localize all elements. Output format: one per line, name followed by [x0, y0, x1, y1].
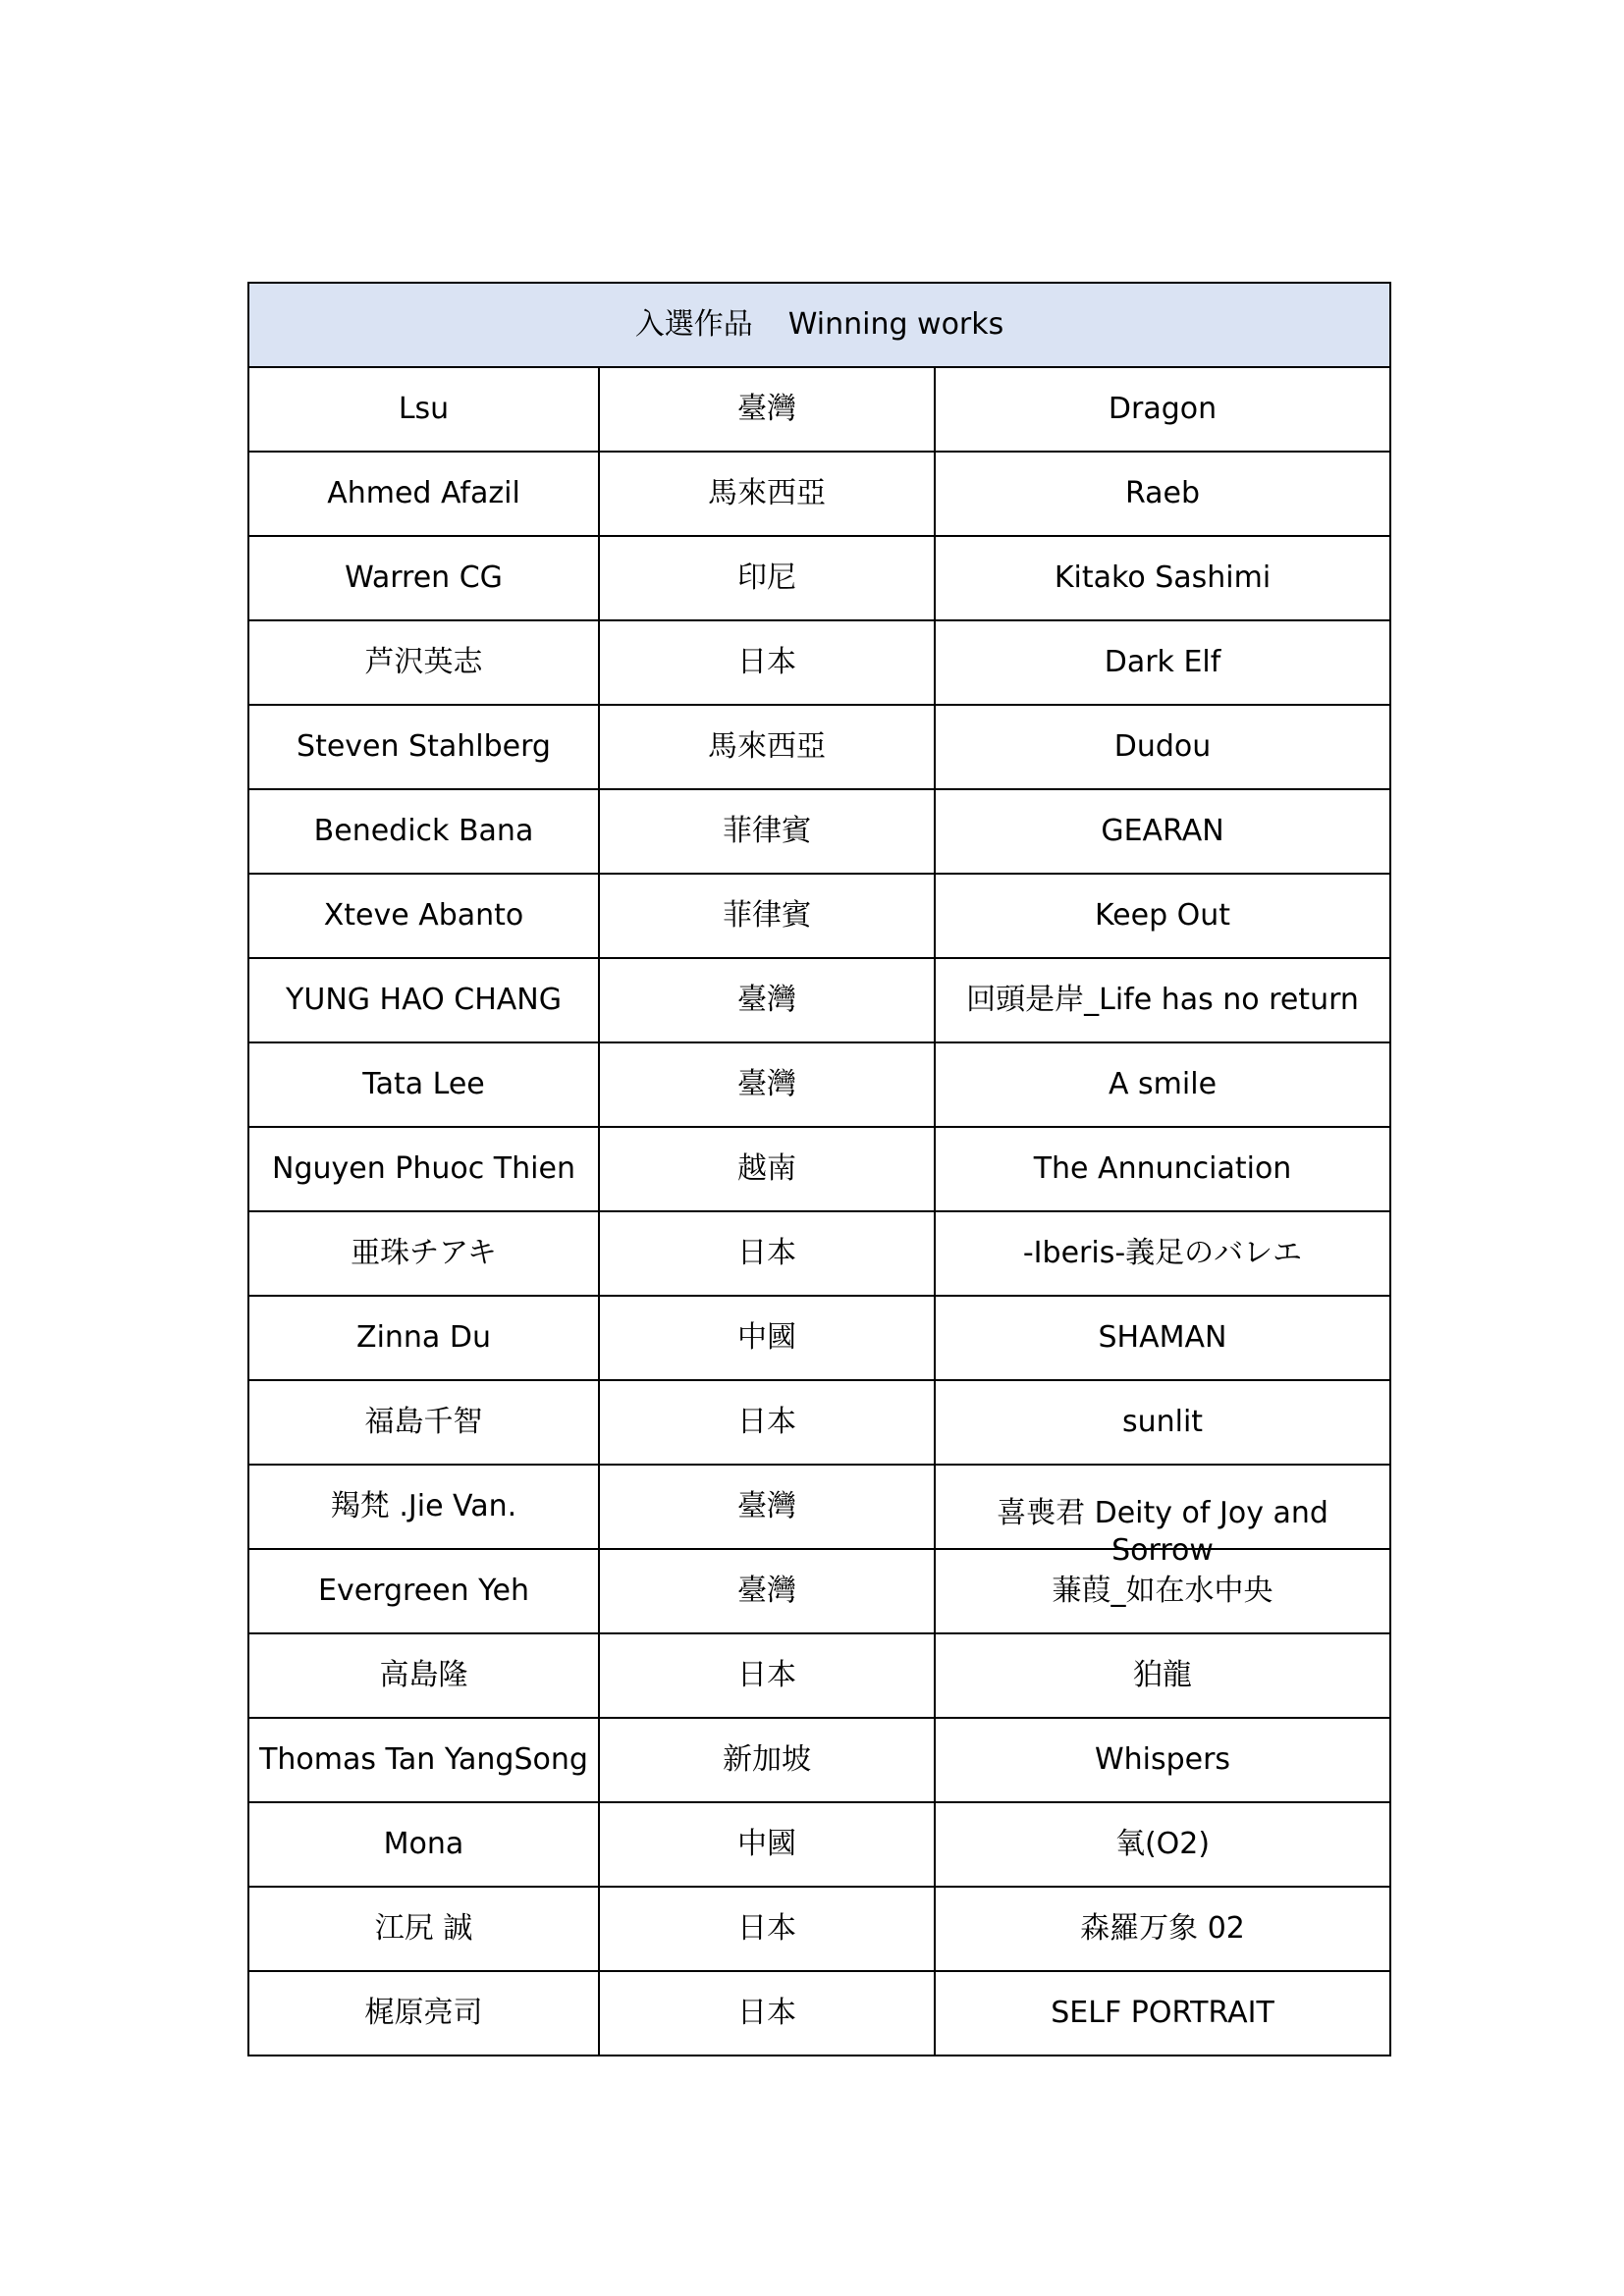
header-title-zh: 入選作品 — [634, 307, 753, 343]
work-title-cell: Dragon — [935, 367, 1390, 452]
artist-name-cell: Benedick Bana — [248, 789, 599, 874]
work-title-cell: Kitako Sashimi — [935, 536, 1390, 620]
work-title-cell: Dudou — [935, 705, 1390, 789]
artist-name-cell: Thomas Tan YangSong — [248, 1718, 599, 1802]
country-cell: 臺灣 — [599, 1042, 935, 1127]
artist-name-cell: 梶原亮司 — [248, 1971, 599, 2056]
table-row — [248, 789, 1390, 874]
country-cell: 日本 — [599, 1633, 935, 1718]
table-row — [248, 1296, 1390, 1380]
table-row — [248, 1718, 1390, 1802]
table-row — [248, 1127, 1390, 1211]
table-row — [248, 1211, 1390, 1296]
work-title-cell: 蒹葭_如在水中央 — [935, 1549, 1390, 1633]
work-title-cell: GEARAN — [935, 789, 1390, 874]
artist-name-cell: Warren CG — [248, 536, 599, 620]
table-row — [248, 1887, 1390, 1971]
work-title-cell: Whispers — [935, 1718, 1390, 1802]
country-cell: 日本 — [599, 1380, 935, 1465]
country-cell: 臺灣 — [599, 367, 935, 452]
artist-name-cell: 高島隆 — [248, 1633, 599, 1718]
artist-name-cell: Xteve Abanto — [248, 874, 599, 958]
table-row — [248, 1971, 1390, 2056]
work-title-cell: sunlit — [935, 1380, 1390, 1465]
work-title-cell: SELF PORTRAIT — [935, 1971, 1390, 2056]
work-title-cell: 氧(O2) — [935, 1802, 1390, 1887]
country-cell: 臺灣 — [599, 1465, 935, 1549]
country-cell: 越南 — [599, 1127, 935, 1211]
table-row — [248, 1633, 1390, 1718]
work-title-cell: SHAMAN — [935, 1296, 1390, 1380]
table-row — [248, 620, 1390, 705]
country-cell: 日本 — [599, 1971, 935, 2056]
table-row — [248, 1549, 1390, 1633]
artist-name-cell: Ahmed Afazil — [248, 452, 599, 536]
work-title-cell — [935, 1465, 1390, 1568]
artist-name-cell: 羯梵 .Jie Van. — [248, 1465, 599, 1549]
work-title-cell: A smile — [935, 1042, 1390, 1127]
work-title-cell: The Annunciation — [935, 1127, 1390, 1211]
table-row — [248, 536, 1390, 620]
country-cell: 日本 — [599, 620, 935, 705]
country-cell: 菲律賓 — [599, 874, 935, 958]
work-title-cell: Keep Out — [935, 874, 1390, 958]
table-row — [248, 1465, 1390, 1549]
work-title-clipped-text: 喜喪君 Deity of Joy and Sorrow — [997, 1496, 1328, 1568]
artist-name-cell: 福島千智 — [248, 1380, 599, 1465]
table-header-row — [248, 283, 1390, 367]
country-cell: 日本 — [599, 1211, 935, 1296]
artist-name-cell: Tata Lee — [248, 1042, 599, 1127]
country-cell: 菲律賓 — [599, 789, 935, 874]
table-header — [248, 283, 1390, 367]
country-cell: 馬來西亞 — [599, 705, 935, 789]
artist-name-cell: Steven Stahlberg — [248, 705, 599, 789]
country-cell: 新加坡 — [599, 1718, 935, 1802]
table-row — [248, 958, 1390, 1042]
country-cell: 臺灣 — [599, 1549, 935, 1633]
header-title-en: Winning works — [787, 307, 1004, 343]
table-row — [248, 1380, 1390, 1465]
work-title-cell: Dark Elf — [935, 620, 1390, 705]
artist-name-cell: Zinna Du — [248, 1296, 599, 1380]
work-title-cell: 狛龍 — [935, 1633, 1390, 1718]
artist-name-cell: YUNG HAO CHANG — [248, 958, 599, 1042]
artist-name-cell: Nguyen Phuoc Thien — [248, 1127, 599, 1211]
country-cell: 印尼 — [599, 536, 935, 620]
work-title-cell: 森羅万象 02 — [935, 1887, 1390, 1971]
country-cell: 中國 — [599, 1296, 935, 1380]
country-cell: 馬來西亞 — [599, 452, 935, 536]
artist-name-cell: Mona — [248, 1802, 599, 1887]
work-title-cell: 回頭是岸_Life has no return — [935, 958, 1390, 1042]
table-row — [248, 874, 1390, 958]
table-row — [248, 1042, 1390, 1127]
country-cell: 中國 — [599, 1802, 935, 1887]
country-cell: 日本 — [599, 1887, 935, 1971]
artist-name-cell: Lsu — [248, 367, 599, 452]
artist-name-cell: 江尻 誠 — [248, 1887, 599, 1971]
winning-works-table — [247, 282, 1391, 2056]
work-title-cell: -Iberis-義足のバレエ — [935, 1211, 1390, 1296]
artist-name-cell: 亜珠チアキ — [248, 1211, 599, 1296]
country-cell: 臺灣 — [599, 958, 935, 1042]
work-title-cell: Raeb — [935, 452, 1390, 536]
table-row — [248, 705, 1390, 789]
table-row — [248, 367, 1390, 452]
artist-name-cell: Evergreen Yeh — [248, 1549, 599, 1633]
table-row — [248, 452, 1390, 536]
table-row — [248, 1802, 1390, 1887]
artist-name-cell: 芦沢英志 — [248, 620, 599, 705]
